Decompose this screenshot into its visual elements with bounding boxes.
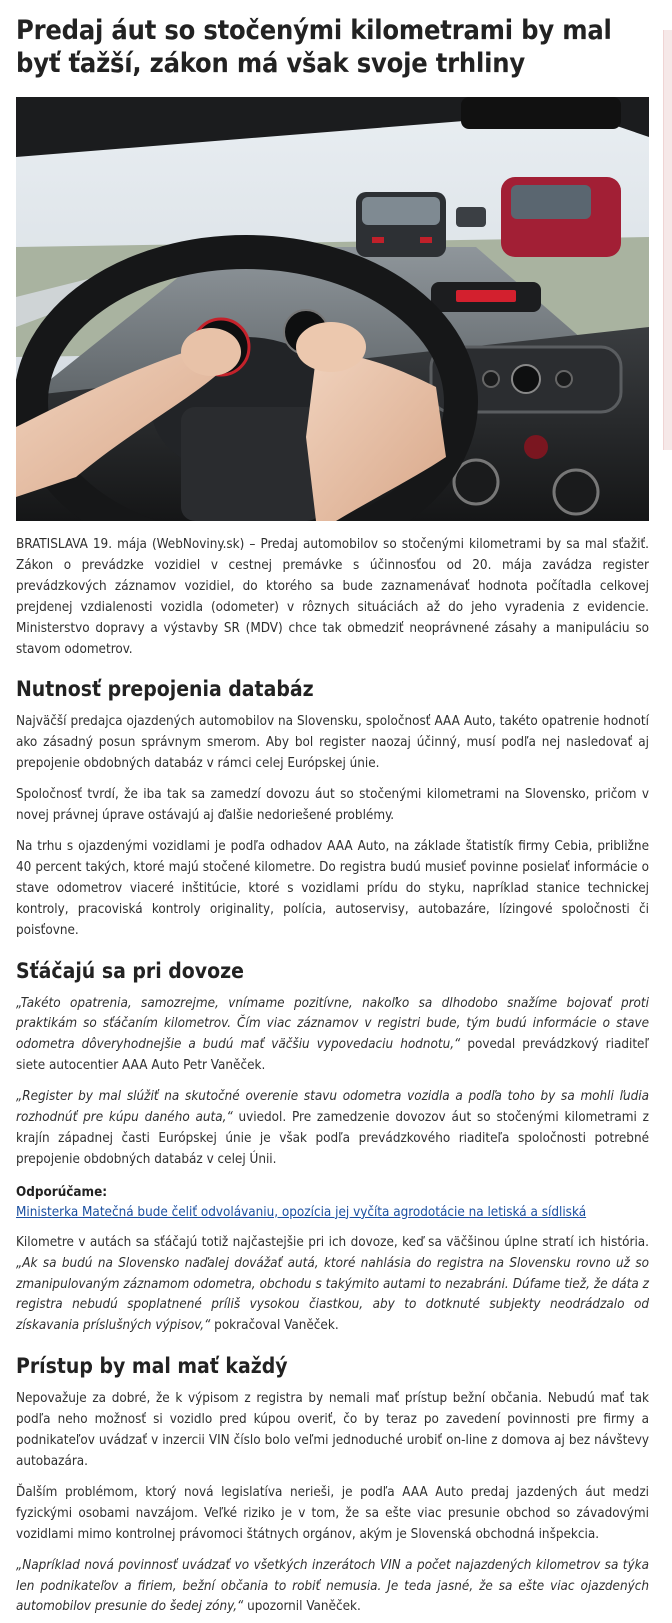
paragraph: Na trhu s ojazdenými vozidlami je podľa odhadov AAA Auto, na základe štatistík firmy Cebia, približne 40 percent takých, ktoré majú stočené kilometre. Do registra budú musieť povinne posielať informácie o stave odometrov viaceré inštitúcie, ktoré s vozidlami prídu do styku, napríklad stanice technickej kontroly, pracoviská kontroly originality, polícia, autoservisy, autobazáre, lízingové spoločnosti či poisťovne.	[16, 838, 649, 938]
quote-paragraph	[16, 1556, 649, 1619]
article-lead: BRATISLAVA 19. mája (WebNoviny.sk) – Predaj automobilov so stočenými kilometrami by sa mal sťažiť. Zákon o prevádzke vozidiel v cestnej premávke s účinnosťou od 20. mája zavádza register prevádzkových záznamov vozidiel, do ktorého sa bude zaznamenávať hodnota počítadla celkovej prejdenej vzdialenosti vozidla (odometer) v rôznych situáciách až do jeho vyradenia z evidencie. Ministerstvo dopravy a výstavby SR (MDV) chce tak obmedziť neoprávnené zásahy a manipuláciu so stavom odometrov.	[16, 537, 649, 657]
recommended-box	[16, 1183, 649, 1223]
paragraph: Spoločnosť tvrdí, že iba tak sa zamedzí dovozu áut so stočenými kilometrami na Slovensko, pričom v novej právnej úprave ostávajú aj ďalšie nedoriešené problémy.	[16, 787, 649, 824]
recommended-link[interactable]: Ministerka Matečná bude čeliť odvolávaniu, opozícia jej vyčíta agrodotácie na letiská a sídliská	[16, 1204, 587, 1220]
section-databases	[16, 674, 649, 941]
steering-wheel-illustration	[16, 97, 649, 521]
section-import	[16, 956, 649, 1338]
paragraph: Ďalším problémom, ktorý nová legislatíva nerieši, je podľa AAA Auto predaj jazdených áut medzi fyzickými osobami navzájom. Veľké riziko je v tom, že sa ešte viac presunie obchod so závadovými vozidlami mimo kontrolnej právomoci štátnych orgánov, akým je Slovenská obchodná inšpekcia.	[16, 1484, 649, 1542]
quote-text: „Ak sa budú na Slovensko naďalej dovážať autá, ktoré nahlásia do registra na Slovensku rovno už so zmanipulovaným záznamom odometra, obchodu s takýmito autami to nezabráni. Dúfame tiež, že dáta z registra nebudú spoplatnené príliš vysokou čiastkou, aby to dotknuté subjekty neodrádzalo od získavania príslušných výpisov,“	[16, 1255, 649, 1334]
paragraph-text: Kilometre v autách sa sťáčajú totiž najčastejšie pri ich dovoze, keď sa väčšinou úplne stratí ich história.	[16, 1234, 649, 1250]
quote-paragraph	[16, 1087, 649, 1171]
paragraph-text: uviedol. Pre zamedzenie dovozov áut so stočenými kilometrami z krajín západnej časti Európskej únie je však podľa prevádzkového riaditeľa spoločnosti potrebné prepojenie obdobných databáz v celej Únii.	[16, 1110, 649, 1167]
article-title: Predaj áut so stočenými kilometrami by mal byť ťažší, zákon má však svoje trhliny	[16, 15, 612, 79]
sidebar-edge	[663, 30, 672, 450]
quote-attribution: upozornil Vaněček.	[243, 1599, 361, 1615]
paragraph: Nepovažuje za dobré, že k výpisom z registra by nemali mať prístup bežní občania. Nebudú mať tak podľa neho možnosť si vozidlo pred kúpou overiť, čo by teraz po zavedení povinnosti pre firmy a podnikateľov uvádzať v inzercii VIN číslo bolo veľmi jednoduché urobiť on-line z domova aj bez návštevy autobazára.	[16, 1391, 649, 1469]
section-access	[16, 1351, 649, 1618]
quote-attribution: povedal prevádzkový riaditeľ siete autocentier AAA Auto Petr Vaněček.	[16, 1037, 649, 1074]
hero-image	[16, 97, 649, 521]
quote-paragraph	[16, 994, 649, 1078]
quote-text: „Takéto opatrenia, samozrejme, vnímame pozitívne, nakoľko sa dlhodobo snažíme bojovať proti praktikám so sťáčaním kilometrov. Čím viac záznamov v registri bude, tým budú informácie o stave odometra dôveryhodnejšie a budú mať väčšiu vypovedaciu hodnotu,“	[16, 995, 649, 1053]
recommended-label: Odporúčame:	[16, 1184, 108, 1200]
section-heading: Nutnosť prepojenia databáz	[16, 677, 314, 702]
quote-attribution: pokračoval Vaněček.	[210, 1318, 339, 1334]
quote-text: „Register by mal slúžiť na skutočné overenie stavu odometra vozidla a podľa toho by sa mohli ľudia rozhodnúť pre kúpu daného auta,“	[16, 1089, 649, 1126]
paragraph: Najväčší predajca ojazdených automobilov na Slovensku, spoločnosť AAA Auto, takéto opatrenie hodnotí ako zásadný posun správnym smerom. Aby bol register naozaj účinný, musí podľa nej nasledovať aj prepojenie obdobných databáz v rámci celej Európskej únie.	[16, 714, 649, 772]
section-heading: Sťáčajú sa pri dovoze	[16, 958, 244, 983]
quote-paragraph	[16, 1233, 649, 1338]
article	[16, 0, 649, 1618]
quote-text: „Napríklad nová povinnosť uvádzať vo všetkých inzerátoch VIN a počet najazdených kilometrov sa týka len podnikateľov a firiem, bežní občania to robiť nemusia. Je teda jasné, že sa ešte viac ojazdených automobilov presunie do šedej zóny,“	[16, 1557, 649, 1615]
section-heading: Prístup by mal mať každý	[16, 1354, 288, 1379]
